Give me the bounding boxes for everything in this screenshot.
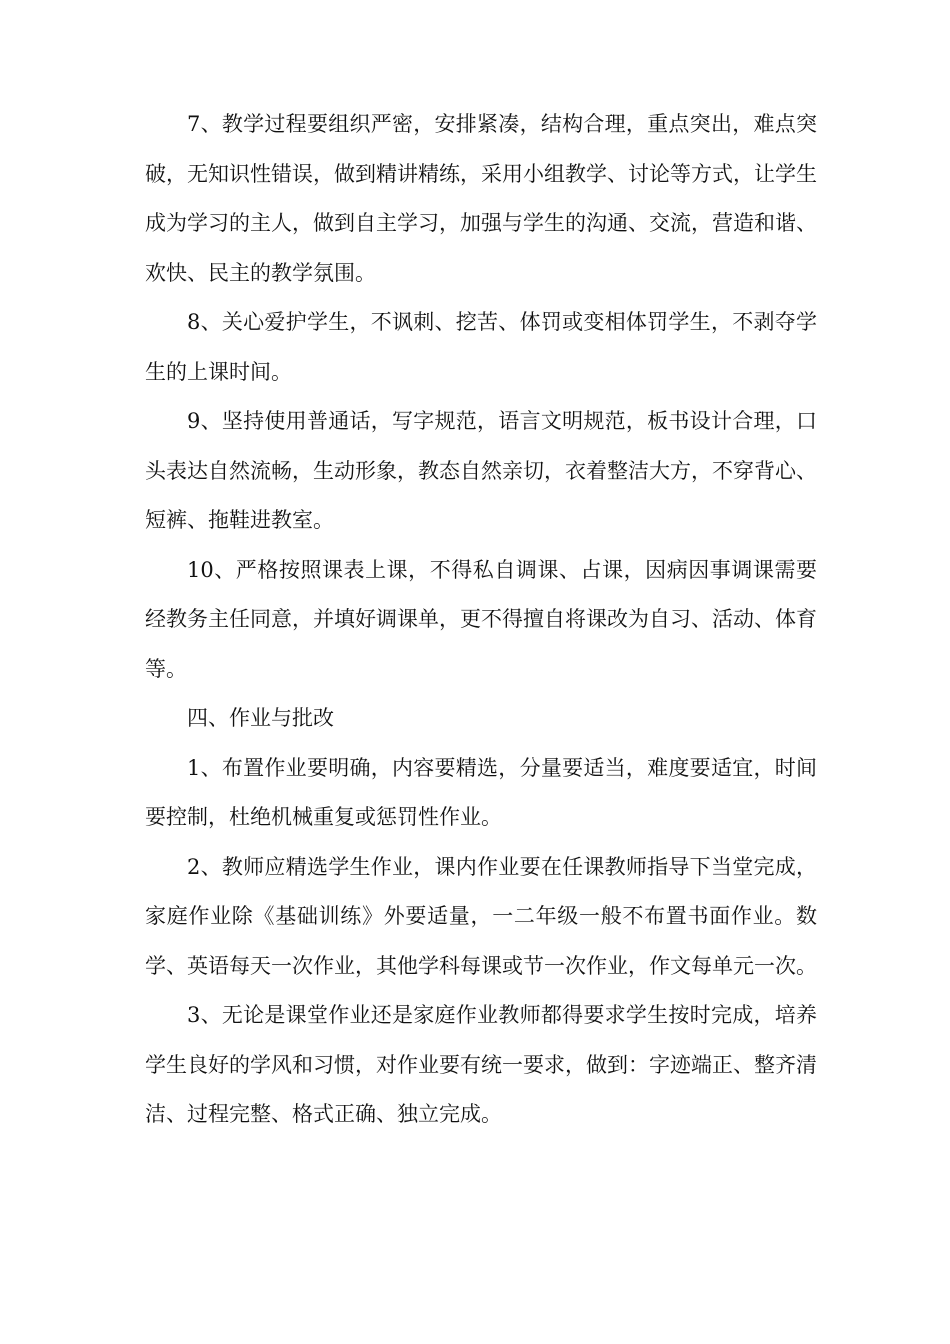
- paragraph-item-10: 10、严格按照课表上课，不得私自调课、占课，因病因事调课需要经教务主任同意，并填好调课单，更不得擅自将课改为自习、活动、体育等。: [145, 557, 817, 681]
- paragraph-item-8: 8、关心爱护学生，不讽刺、挖苦、体罚或变相体罚学生，不剥夺学生的上课时间。: [145, 310, 817, 384]
- document-body: [145, 100, 817, 1140]
- homework-item-3: 3、无论是课堂作业还是家庭作业教师都得要求学生按时完成，培养学生良好的学风和习惯，对作业要有统一要求，做到：字迹端正、整齐清洁、过程完整、格式正确、独立完成。: [145, 1003, 817, 1126]
- paragraph-item-9: 9、坚持使用普通话，写字规范，语言文明规范，板书设计合理，口头表达自然流畅，生动形象，教态自然亲切，衣着整洁大方，不穿背心、短裤、拖鞋进教室。: [145, 409, 817, 532]
- homework-item-2: 2、教师应精选学生作业，课内作业要在任课教师指导下当堂完成，家庭作业除《基础训练》外要适量，一二年级一般不布置书面作业。数学、英语每天一次作业，其他学科每课或节一次作业，作文每单元一次。: [145, 854, 817, 978]
- section-heading: 四、作业与批改: [187, 706, 334, 730]
- paragraph-item-7: 7、教学过程要组织严密，安排紧凑，结构合理，重点突出，难点突破，无知识性错误，做到精讲精练，采用小组教学、讨论等方式，让学生成为学习的主人，做到自主学习，加强与学生的沟通、交流，营造和谐、欢快、民主的教学氛围。: [145, 112, 817, 285]
- homework-item-1: 1、布置作业要明确，内容要精选，分量要适当，难度要适宜，时间要控制，杜绝机械重复或惩罚性作业。: [145, 755, 817, 829]
